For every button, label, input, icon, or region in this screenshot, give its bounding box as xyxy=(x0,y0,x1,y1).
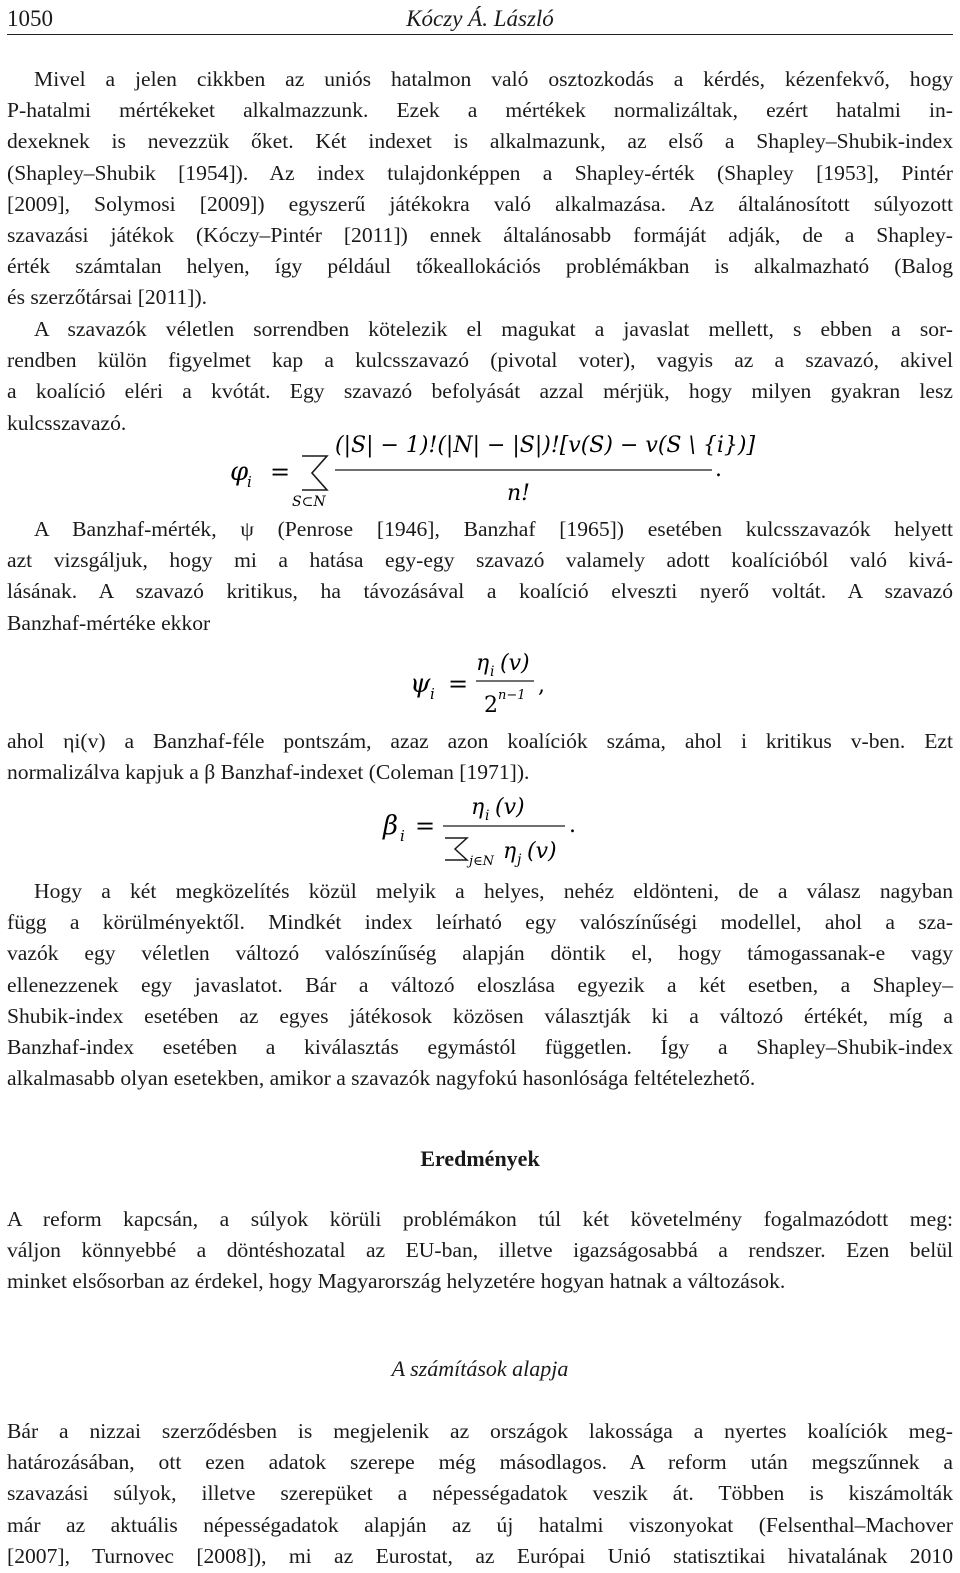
text-line: váljon könnyebbé a döntéshozatal az EU-ban, illetve igazságosabbá a rendszer. Ezen belül xyxy=(7,1238,953,1263)
text-line: már az aktuális népességadatok alapján az új hatalmi viszonyokat (Felsenthal–Machover xyxy=(7,1512,953,1537)
section-heading-results: Eredmények xyxy=(420,1146,540,1171)
text-line: rendben külön figyelmet kap a kulcsszavazó (pivotal voter), vagyis az a szavazó, akivel xyxy=(7,348,953,373)
formula-period: . xyxy=(715,457,722,482)
shapley-denominator: n! xyxy=(507,481,531,506)
text-line: lásának. A szavazó kritikus, ha távozásával a koalíció elveszti nyerő voltát. A szavazó xyxy=(7,579,953,604)
paragraph-population xyxy=(7,1416,953,1572)
text-line: A szavazók véletlen sorrendben kötelezik el magukat a javaslat mellett, s ebben a sor- xyxy=(34,317,953,341)
paragraph-reform xyxy=(7,1204,953,1298)
eta-argument: (v) xyxy=(495,795,525,820)
formula-comma: , xyxy=(538,673,545,698)
denominator-base: 2 xyxy=(484,693,498,718)
text-line: Bár a nizzai szerződésben is megjelenik az országok lakossága a nyertes koalíciók meg- xyxy=(7,1419,953,1443)
text-line: dexeknek is nevezzük őket. Két indexet is alkalmazunk, az első a Shapley–Shubik-index xyxy=(7,129,953,154)
equals-sign: = xyxy=(415,812,436,840)
sum-symbol xyxy=(302,456,327,490)
eta-subscript: i xyxy=(485,808,490,824)
beta-symbol: β xyxy=(383,811,399,841)
text-line: vazók egy véletlen változó valószínűség alapján döntik el, hogy támogassanak-e vagy xyxy=(7,941,953,966)
page-number: 1050 xyxy=(7,6,53,31)
paragraph-banzhaf xyxy=(7,514,953,639)
phi-symbol: φ xyxy=(230,457,249,487)
text-line: azt vizsgáljuk, hogy mi a hatása egy-egy szavazó valamely adott koalícióból való kivá- xyxy=(7,548,953,573)
text-line: [2009], Solymosi [2009]) egyszerű játékokra való alkalmazása. Az általánosított súlyozott xyxy=(7,191,953,216)
psi-symbol: ψ xyxy=(410,669,431,699)
denominator-exponent: n−1 xyxy=(498,688,526,703)
text-line: kulcsszavazó. xyxy=(7,410,127,435)
text-line: P-hatalmi mértékeket alkalmazzunk. Ezek a mértékek normalizáltak, ezért hatalmi in- xyxy=(7,98,953,123)
text-line: minket elsősorban az érdekel, hogy Magyarország helyzetére hogyan hatnak a változások. xyxy=(7,1269,786,1294)
text-line: függ a körülményektől. Mindkét index leírható egy valószínűségi modellel, ahol a sza- xyxy=(7,910,953,935)
beta-subscript: i xyxy=(400,827,405,845)
eta-subscript: i xyxy=(490,664,495,680)
shapley-formula xyxy=(230,424,756,510)
phi-subscript: i xyxy=(247,473,252,491)
equals-sign: = xyxy=(270,458,291,486)
text-line: A reform kapcsán, a súlyok körüli problémákon túl két követelmény fogalmazódott meg: xyxy=(7,1207,953,1231)
paragraph-pivotal xyxy=(7,314,953,439)
text-line: normalizálva kapjuk a β Banzhaf-indexet (Coleman [1971]). xyxy=(7,760,530,785)
subsection-heading-basis: A számítások alapja xyxy=(391,1356,569,1381)
eta-symbol: η xyxy=(476,651,490,676)
beta-index-formula xyxy=(383,786,593,870)
psi-subscript: i xyxy=(430,685,435,703)
running-title: Kóczy Á. László xyxy=(406,6,554,31)
paragraph-normalization xyxy=(7,726,953,788)
text-line: a koalíció eléri a kvótát. Egy szavazó befolyását azzal mérjük, hogy milyen gyakran lesz xyxy=(7,379,953,404)
eta-argument: (v) xyxy=(500,651,530,676)
banzhaf-formula xyxy=(410,646,570,720)
text-line: Banzhaf-index esetében a kiválasztás egymástól független. Így a Shapley–Shubik-index xyxy=(7,1034,953,1059)
text-line: szavazási súlyok, illetve szerepüket a népességadatok veszik át. Többen is kiszámolták xyxy=(7,1481,953,1506)
equals-sign: = xyxy=(448,670,469,698)
text-line: határozásában, ott ezen adatok szerepe még másodlagos. A reform után megszűnnek a xyxy=(7,1450,953,1475)
text-line: ellenezzenek egy javaslatot. Bár a változó eloszlása egyezik a két esetben, a Shapley– xyxy=(7,972,953,997)
text-line: szavazási játékok (Kóczy–Pintér [2011]) ennek általánosabb formáját adják, de a Shapley- xyxy=(7,222,953,247)
eta-j-symbol: η xyxy=(503,839,517,864)
sum-subscript: j∈N xyxy=(469,854,495,869)
text-line: [2007], Turnovec [2008]), mi az Eurostat, az Európai Unió statisztikai hivatalának 2010 xyxy=(7,1543,953,1568)
paragraph-intro xyxy=(7,64,953,314)
text-line: Mivel a jelen cikkben az uniós hatalmon való osztozkodás a kérdés, kézenfekvő, hogy xyxy=(34,67,953,91)
text-line: és szerzőtársai [2011]). xyxy=(7,285,208,310)
formula-period: . xyxy=(569,813,576,838)
text-line: alkalmasabb olyan esetekben, amikor a szavazók nagyfokú hasonlósága feltételezhető. xyxy=(7,1066,756,1091)
eta-j-subscript: j xyxy=(517,852,522,868)
eta-symbol: η xyxy=(471,795,485,820)
text-line: A Banzhaf-mérték, ψ (Penrose [1946], Banzhaf [1965]) esetében kulcsszavazók helyett xyxy=(34,517,953,541)
shapley-numerator: (|S| − 1)!(|N| − |S|)![v(S) − v(S \ {i})] xyxy=(335,433,756,458)
text-line: Shubik-index esetében az egyes játékosok közösen választják ki a változó értékét, míg a xyxy=(7,1003,953,1028)
text-line: ahol ηi(v) a Banzhaf-féle pontszám, azaz azon koalíciók száma, ahol i kritikus v-ben. Ezt xyxy=(7,729,953,753)
paragraph-comparison xyxy=(7,876,953,1094)
text-line: (Shapley–Shubik [1954]). Az index tulajdonképpen a Shapley-érték (Shapley [1953], Pintér xyxy=(7,160,953,185)
text-line: Banzhaf-mértéke ekkor xyxy=(7,610,211,635)
eta-j-argument: (v) xyxy=(527,839,557,864)
text-line: Hogy a két megközelítés közül melyik a helyes, nehéz eldönteni, de a válasz nagyban xyxy=(34,879,953,903)
text-line: érték számtalan helyen, így például tőkeallokációs problémákban is alkalmazható (Balog xyxy=(7,254,953,279)
running-header xyxy=(7,4,953,35)
sum-symbol xyxy=(445,838,467,860)
sum-subscript: S⊂N xyxy=(292,494,326,510)
